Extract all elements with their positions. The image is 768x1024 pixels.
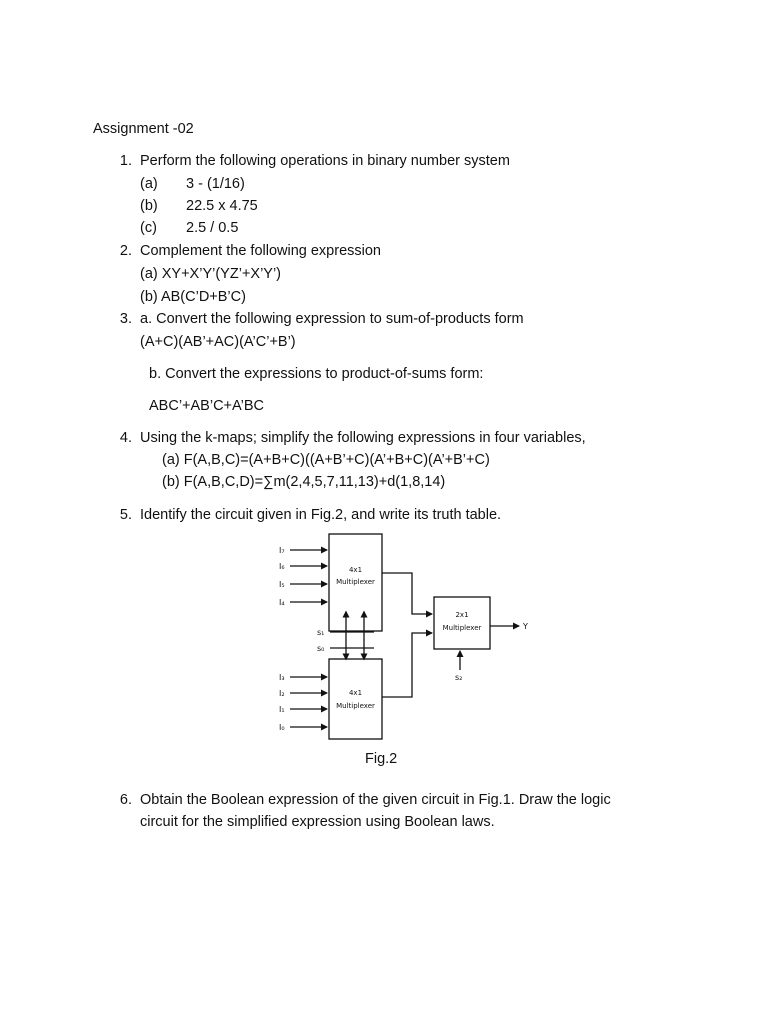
select-label-s2: s₂: [455, 673, 463, 682]
q6-line-1: Obtain the Boolean expression of the given circuit in Fig.1. Draw the logic: [140, 792, 611, 808]
assignment-title: Assignment -02: [93, 121, 194, 137]
q3-b-expr: ABC’+AB’C+A’BC: [149, 398, 264, 414]
mux-out-label-2: Multiplexer: [442, 624, 482, 632]
input-label-i5: I₅: [279, 580, 285, 589]
input-label-i7: I₇: [279, 546, 285, 555]
q4-number: 4.: [119, 430, 132, 446]
q6-number: 6.: [119, 792, 132, 808]
input-label-i0: I₀: [279, 723, 285, 732]
mux-bottom-label-1: 4x1: [348, 689, 363, 697]
q4-text: Using the k-maps; simplify the following expressions in four variables,: [140, 430, 586, 446]
mux-bottom-block: [329, 659, 382, 739]
q1-c-text: 2.5 / 0.5: [186, 220, 239, 236]
mux-out-label-1: 2x1: [455, 611, 469, 619]
q1-a-label: (a): [140, 176, 158, 192]
mux-top-output-wire: [382, 573, 432, 614]
q3-b-text: b. Convert the expressions to product-of-sums form:: [149, 366, 484, 382]
mux-bottom-label-2: Multiplexer: [336, 702, 375, 710]
select-label-s0: s₀: [317, 644, 325, 653]
mux-top-label-1: 4x1: [348, 566, 363, 574]
q1-b-text: 22.5 x 4.75: [186, 198, 258, 214]
output-label-y: Y: [523, 622, 528, 631]
q4-b-expr: (b) F(A,B,C,D)=∑m(2,4,5,7,11,13)+d(1,8,14): [162, 474, 446, 490]
select-label-s1: s₁: [317, 628, 325, 637]
q2-number: 2.: [119, 243, 132, 259]
q2-b-expr: (b) AB(C’D+B’C): [140, 289, 246, 305]
q6-line-2: circuit for the simplified expression using Boolean laws.: [140, 814, 495, 830]
input-label-i3: I₃: [279, 673, 285, 682]
mux-out-block: [434, 597, 490, 649]
q5-number: 5.: [119, 507, 132, 523]
input-label-i6: I₆: [279, 562, 285, 571]
input-label-i1: I₁: [279, 705, 285, 714]
q1-c-label: (c): [140, 220, 157, 236]
input-label-i2: I₂: [279, 689, 285, 698]
q3-a-expr: (A+C)(AB’+AC)(A’C’+B’): [140, 334, 296, 350]
q1-a-text: 3 - (1/16): [186, 176, 245, 192]
input-label-i4: I₄: [279, 598, 285, 607]
q3-a-text: a. Convert the following expression to sum-of-products form: [140, 311, 524, 327]
q5-text: Identify the circuit given in Fig.2, and write its truth table.: [140, 507, 502, 523]
q4-a-expr: (a) F(A,B,C)=(A+B+C)((A+B’+C)(A’+B+C)(A’+B’+C): [162, 452, 490, 468]
q1-b-label: (b): [140, 198, 158, 214]
q1-number: 1.: [119, 153, 132, 169]
q2-text: Complement the following expression: [140, 243, 381, 259]
mux-top-label-2: Multiplexer: [336, 578, 375, 586]
q3-number: 3.: [119, 311, 132, 327]
q1-text: Perform the following operations in binary number system: [140, 153, 510, 169]
q2-a-expr: (a) XY+X’Y’(YZ’+X’Y’): [140, 266, 282, 282]
figure-caption: Fig.2: [365, 751, 398, 767]
mux-bottom-output-wire: [382, 633, 432, 697]
